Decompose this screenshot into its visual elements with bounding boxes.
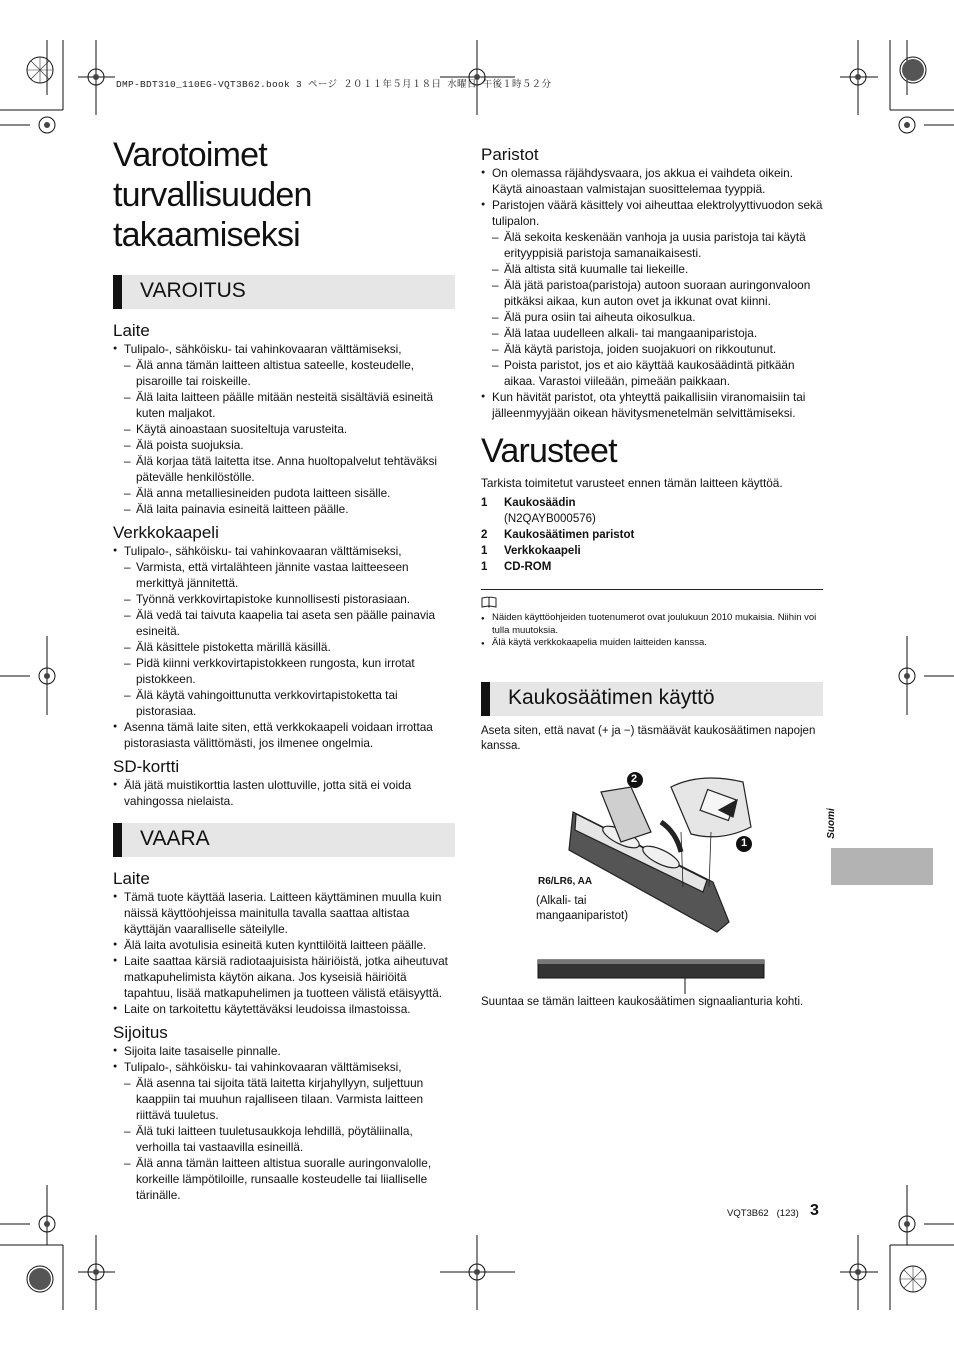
list-item: ● Laite saattaa kärsiä radiotaajuisista häiriöistä, jotka aiheutuvat matkapuhelimista käytön aikana. Jos kyseisiä häiriöitä tapahtuu, lisää matkapuhelimen ja tuotteen välistä etäisyyttä. (113, 953, 455, 1001)
list-item: – Älä käsittele pistoketta märillä käsillä. (124, 639, 455, 655)
table-row (481, 495, 634, 527)
list-item: – Pidä kiinni verkkovirtapistokkeen rungosta, kun irrotat pistokkeen. (124, 655, 455, 687)
list-item: ● Kun hävität paristot, ota yhteyttä paikallisiin viranomaisiin tai jälleenmyyjään oikean hävitysmenetelmän selvittämiseksi. (481, 389, 823, 421)
dash-list (492, 229, 823, 389)
list-item: – Älä tuki laitteen tuuletusaukkoja lehdillä, pöytäliinalla, verhoilla tai vastaavilla esineillä. (124, 1123, 455, 1155)
subheading-laite: Laite (113, 321, 150, 340)
aim-text: Suuntaa se tämän laitteen kaukosäätimen signaalianturia kohti. (481, 995, 804, 1008)
varusteet-title: Varusteet (481, 432, 617, 470)
battery-note-line-2: mangaaniparistot) (536, 909, 629, 922)
section-varoitus (113, 275, 455, 309)
list-item: – Älä pura osiin tai aiheuta oikosulkua. (492, 309, 823, 325)
list-item: – Älä altista sitä kuumalle tai liekeille. (492, 261, 823, 277)
language-tab (831, 848, 933, 885)
remote-battery-icon (481, 772, 823, 947)
list-item: – Älä anna tämän laitteen altistua sateelle, kosteudelle, pisaroille tai roiskeille. (124, 357, 455, 389)
battery-note (536, 894, 628, 924)
item-cell (504, 495, 634, 527)
step-1-marker: 1 (741, 836, 748, 849)
list-item: – Älä laita laitteen päälle mitään nesteitä sisältäviä esineitä kuten maljakot. (124, 389, 455, 421)
list-item: – Poista paristot, jos et aio käyttää kaukosäädintä pitkään aikaa. Varastoi viileään, pimeään paikkaan. (492, 357, 823, 389)
list-item: – Käytä ainoastaan suositeltuja varusteita. (124, 421, 455, 437)
list-item: ● Näiden käyttöohjeiden tuotenumerot ovat joulukuun 2010 mukaisia. Niihin voi tulla muutoksia. (481, 612, 823, 637)
notes-list (481, 612, 823, 650)
remote-illustration (481, 772, 823, 947)
list-item: ● Laite on tarkoitettu käytettäväksi leudoissa ilmastoissa. (113, 1001, 455, 1017)
dash-list (124, 1075, 455, 1203)
left-column (113, 135, 455, 1203)
language-label: Suomi (825, 808, 837, 839)
bullet-text: Paristojen väärä käsittely voi aiheuttaa elektrolyyttivuodon sekä tulipalon. (492, 198, 823, 228)
list-item: – Älä käytä paristoja, joiden suojakuori on rikkoutunut. (492, 341, 823, 357)
verkko-list (113, 543, 455, 751)
bullet-text: Tulipalo-, sähköisku- tai vahinkovaaran välttämiseksi, (124, 1060, 402, 1074)
list-item: ● Älä käytä verkkokaapelia muiden laitteiden kanssa. (481, 637, 823, 650)
list-item: – Älä sekoita keskenään vanhoja ja uusia paristoja tai käytä erityyppisiä paristoja samanaikaisesti. (492, 229, 823, 261)
player-device-icon (481, 957, 823, 995)
list-item: – Älä anna tämän laitteen altistua suoralle auringonvalolle, korkeille lämpötiloille, runsaalle kosteudelle tai liialliselle tärinälle. (124, 1155, 455, 1203)
list-item: ● Älä laita avotulisia esineitä kuten kynttilöitä laitteen päälle. (113, 937, 455, 953)
paristot-list (481, 165, 823, 421)
qty: 2 (481, 529, 488, 541)
section-heading: VAARA (140, 827, 210, 850)
step-2-marker: 2 (631, 772, 638, 785)
list-item: ● Älä jätä muistikorttia lasten ulottuville, jotta sitä ei voida vahingossa nielaista. (113, 777, 455, 809)
list-item: ● Sijoita laite tasaiselle pinnalle. (113, 1043, 455, 1059)
list-item: ● Asenna tämä laite siten, että verkkokaapeli voidaan irrottaa pistorasiasta välittömästi, jos ilmenee ongelmia. (113, 719, 455, 751)
section-heading: VAROITUS (140, 279, 246, 302)
subheading-paristot: Paristot (481, 145, 539, 164)
section-bar (113, 275, 122, 309)
list-item: – Älä käytä vahingoittunutta verkkovirtapistoketta tai pistorasiaa. (124, 687, 455, 719)
page-number: 3 (810, 1202, 819, 1219)
list-item: – Älä lataa uudelleen alkali- tai mangaaniparistoja. (492, 325, 823, 341)
bullet-text: Tulipalo-, sähköisku- tai vahinkovaaran välttämiseksi, (124, 342, 402, 356)
section-bar (481, 682, 490, 716)
qty: 1 (481, 545, 488, 557)
subheading-sd-kortti: SD-kortti (113, 757, 180, 776)
list-item: – Älä poista suojuksia. (124, 437, 455, 453)
device-illustration (481, 957, 823, 995)
list-item (113, 543, 455, 719)
list-item: ● On olemassa räjähdysvaara, jos akkua ei vaihdeta oikein. Käytä ainoastaan valmistajan suosittelemaa tyyppiä. (481, 165, 823, 197)
book-icon (481, 596, 497, 608)
list-item: – Älä vedä tai taivuta kaapelia tai aseta sen päälle painavia esineitä. (124, 607, 455, 639)
battery-note-line-1: (Alkali- tai (536, 894, 587, 907)
page-title (113, 135, 455, 255)
list-item: – Älä laita painavia esineitä laitteen päälle. (124, 501, 455, 517)
section-kaukosaatin (481, 682, 823, 716)
list-item (113, 1059, 455, 1203)
dash-list (124, 357, 455, 517)
battery-type-label: R6/LR6, AA (538, 875, 593, 887)
list-item (481, 197, 823, 389)
varusteet-intro: Tarkista toimitetut varusteet ennen tämän laitteen käyttöä. (481, 476, 783, 490)
list-item: – Älä anna metalliesineiden pudota laitteen sisälle. (124, 485, 455, 501)
kaukosaatin-intro: Aseta siten, että navat (+ ja −) täsmäävät kaukosäätimen napojen kanssa. (481, 724, 816, 752)
table-row (481, 543, 634, 559)
language-tab-label (826, 806, 856, 846)
list-item: – Älä jätä paristoa(paristoja) autoon suoraan auringonvaloon pitkäksi aikaa, kun auton ovet ja ikkunat ovat kiinni. (492, 277, 823, 309)
footer-code: VQT3B62 (123) (727, 1208, 799, 1219)
item-name: Verkkokaapeli (504, 545, 581, 557)
list-item: – Älä asenna tai sijoita tätä laitetta kirjahyllyyn, suljettuun kaappiin tai muuhun rajalliseen tilaan. Varmista laitteen riittävä tuuletus. (124, 1075, 455, 1123)
laite-list (113, 341, 455, 517)
list-item (113, 341, 455, 517)
vaara-laite-list (113, 889, 455, 1017)
qty: 1 (481, 561, 488, 573)
subheading-sijoitus: Sijoitus (113, 1023, 168, 1042)
subheading-verkkokaapeli: Verkkokaapeli (113, 523, 219, 542)
title-line-2: takaamiseksi (113, 216, 300, 254)
sd-list (113, 777, 455, 809)
dash-list (124, 559, 455, 719)
sijoitus-list (113, 1043, 455, 1203)
item-name: Kaukosäädin (504, 497, 576, 509)
section-bar (113, 823, 122, 857)
list-item: – Älä korjaa tätä laitetta itse. Anna huoltopalvelut tehtäväksi pätevälle henkilöstölle. (124, 453, 455, 485)
list-item: – Työnnä verkkovirtapistoke kunnollisesti pistorasiaan. (124, 591, 455, 607)
subheading-laite-vaara: Laite (113, 869, 150, 888)
file-info-header: DMP-BDT310_110EG-VQT3B62.book 3 ページ ２０１１年５月１８日 水曜日 午後１時５２分 (116, 79, 552, 90)
item-name: CD-ROM (504, 561, 552, 573)
table-row (481, 559, 634, 575)
table-row (481, 527, 634, 543)
qty: 1 (481, 497, 488, 509)
title-line-1: Varotoimet turvallisuuden (113, 136, 312, 214)
notes-block (481, 589, 823, 650)
list-item: ● Tämä tuote käyttää laseria. Laitteen käyttäminen muulla kuin näissä käyttöohjeissa mainitulla tavalla saattaa altistaa käyttäjän vaaralliselle säteilylle. (113, 889, 455, 937)
section-heading: Kaukosäätimen käyttö (508, 685, 715, 709)
right-column (481, 145, 823, 1010)
accessories-table (481, 495, 634, 575)
item-name: Kaukosäätimen paristot (504, 529, 635, 541)
list-item: – Varmista, että virtalähteen jännite vastaa laitteeseen merkittyä jännitettä. (124, 559, 455, 591)
bullet-text: Tulipalo-, sähköisku- tai vahinkovaaran välttämiseksi, (124, 544, 402, 558)
item-sub: (N2QAYB000576) (504, 513, 596, 525)
section-vaara (113, 823, 455, 857)
